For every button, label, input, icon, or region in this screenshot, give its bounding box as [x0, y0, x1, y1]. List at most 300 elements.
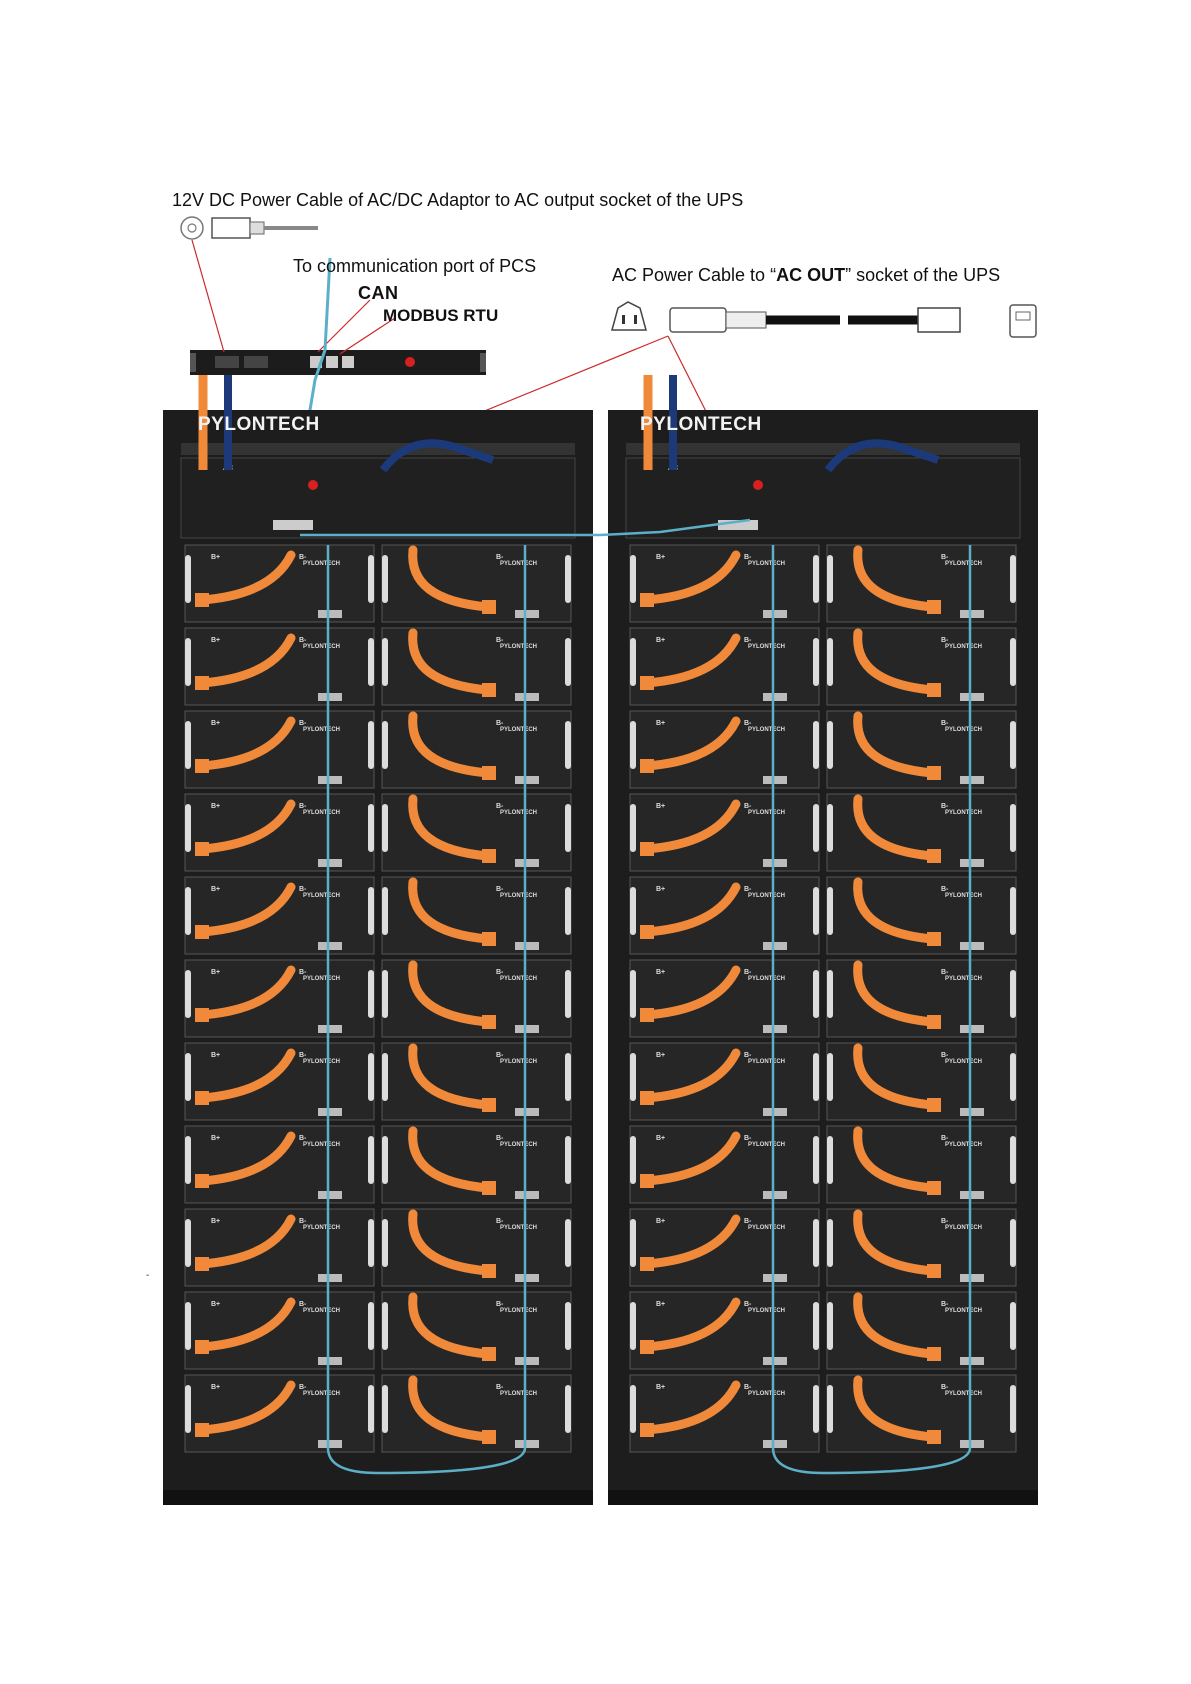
module-handle	[813, 1219, 819, 1267]
module-brand: PYLONTECH	[945, 1308, 983, 1314]
module-handle	[813, 1053, 819, 1101]
module-brand: PYLONTECH	[748, 727, 786, 733]
rack-base	[608, 1490, 1038, 1505]
module-handle	[368, 804, 374, 852]
module-ports	[763, 1357, 787, 1365]
terminal-negative: B-	[496, 1052, 504, 1059]
module-ports	[318, 942, 342, 950]
rack-base	[163, 1490, 593, 1505]
module-handle	[185, 887, 191, 935]
module-brand: PYLONTECH	[303, 893, 341, 899]
module-ports	[960, 1025, 984, 1033]
module-ports	[960, 1274, 984, 1282]
terminal-negative: B-	[744, 637, 752, 644]
terminal-positive: B+	[408, 803, 418, 810]
power-connector	[640, 1174, 654, 1188]
power-connector	[195, 1008, 209, 1022]
ac-socket-icon	[1010, 305, 1036, 337]
terminal-positive: B+	[853, 1301, 863, 1308]
module-ports	[318, 1357, 342, 1365]
module-ports	[318, 1274, 342, 1282]
terminal-negative: B-	[744, 554, 752, 561]
terminal-negative: B-	[496, 969, 504, 976]
terminal-positive: B+	[656, 803, 666, 810]
terminal-positive: B+	[853, 720, 863, 727]
power-connector	[482, 1098, 496, 1112]
module-brand: PYLONTECH	[303, 561, 341, 567]
terminal-positive: B+	[853, 803, 863, 810]
power-connector	[482, 683, 496, 697]
module-handle	[185, 970, 191, 1018]
terminal-positive: B+	[408, 720, 418, 727]
power-connector	[640, 1423, 654, 1437]
terminal-positive: B+	[656, 1384, 666, 1391]
terminal-positive: B+	[853, 1384, 863, 1391]
module-ports	[515, 942, 539, 950]
terminal-negative: B-	[941, 554, 949, 561]
power-connector	[640, 1091, 654, 1105]
terminal-negative: B-	[941, 637, 949, 644]
module-ports	[960, 1440, 984, 1448]
power-connector	[927, 683, 941, 697]
rack-right	[608, 375, 1038, 1505]
module-ports	[318, 693, 342, 701]
module-brand: PYLONTECH	[748, 561, 786, 567]
terminal-negative: B-	[941, 1384, 949, 1391]
module-ports	[960, 859, 984, 867]
rack-brand-right: PYLONTECH	[640, 414, 762, 435]
terminal-positive: B+	[408, 1052, 418, 1059]
module-ports	[318, 859, 342, 867]
module-brand: PYLONTECH	[748, 644, 786, 650]
power-connector	[640, 842, 654, 856]
module-brand: PYLONTECH	[500, 727, 538, 733]
module-handle	[827, 1302, 833, 1350]
power-connector	[927, 1098, 941, 1112]
module-handle	[630, 1053, 636, 1101]
module-handle	[1010, 555, 1016, 603]
terminal-negative: B-	[744, 720, 752, 727]
module-ports	[515, 1108, 539, 1116]
terminal-negative: B-	[299, 803, 307, 810]
module-handle	[382, 970, 388, 1018]
module-ports	[515, 610, 539, 618]
module-ports	[763, 1108, 787, 1116]
margin-mark: -	[146, 1270, 150, 1281]
module-handle	[1010, 1302, 1016, 1350]
module-handle	[565, 1385, 571, 1433]
power-connector	[195, 1423, 209, 1437]
terminal-positive: B+	[211, 1301, 221, 1308]
power-connector	[195, 925, 209, 939]
module-handle	[630, 638, 636, 686]
module-handle	[185, 1053, 191, 1101]
power-connector	[195, 1174, 209, 1188]
power-connector	[482, 1264, 496, 1278]
power-connector	[482, 1347, 496, 1361]
module-ports	[515, 693, 539, 701]
module-brand: PYLONTECH	[748, 1142, 786, 1148]
module-brand: PYLONTECH	[500, 561, 538, 567]
terminal-negative: B-	[744, 1052, 752, 1059]
rack-top-bar	[181, 443, 575, 455]
terminal-negative: B-	[941, 1218, 949, 1225]
terminal-negative: B-	[299, 1052, 307, 1059]
module-ports	[960, 610, 984, 618]
terminal-positive: B+	[853, 886, 863, 893]
terminal-positive: B+	[656, 1135, 666, 1142]
module-handle	[368, 721, 374, 769]
terminal-negative: B-	[941, 803, 949, 810]
terminal-positive: B+	[656, 969, 666, 976]
terminal-negative: B-	[941, 720, 949, 727]
module-handle	[382, 804, 388, 852]
terminal-negative: B-	[941, 1135, 949, 1142]
module-handle	[827, 555, 833, 603]
terminal-positive: B+	[408, 1384, 418, 1391]
module-ports	[318, 1025, 342, 1033]
module-handle	[185, 555, 191, 603]
module-handle	[368, 1302, 374, 1350]
power-connector	[640, 593, 654, 607]
power-button	[753, 480, 763, 490]
module-ports	[318, 610, 342, 618]
module-ports	[763, 1274, 787, 1282]
module-handle	[382, 721, 388, 769]
module-handle	[368, 638, 374, 686]
terminal-negative: B-	[299, 969, 307, 976]
terminal-negative: B-	[744, 1218, 752, 1225]
module-brand: PYLONTECH	[945, 561, 983, 567]
module-handle	[185, 721, 191, 769]
power-connector	[927, 600, 941, 614]
module-handle	[813, 1302, 819, 1350]
terminal-positive: B+	[656, 637, 666, 644]
module-handle	[827, 804, 833, 852]
module-brand: PYLONTECH	[500, 1308, 538, 1314]
module-handle	[813, 638, 819, 686]
module-ports	[763, 693, 787, 701]
module-handle	[630, 1219, 636, 1267]
module-handle	[630, 887, 636, 935]
label-dc-power-cable: 12V DC Power Cable of AC/DC Adaptor to AC output socket of the UPS	[172, 190, 744, 210]
module-handle	[565, 1302, 571, 1350]
module-brand: PYLONTECH	[303, 810, 341, 816]
module-handle	[813, 804, 819, 852]
module-handle	[368, 1385, 374, 1433]
module-brand: PYLONTECH	[945, 1391, 983, 1397]
label-modbus: MODBUS RTU	[383, 306, 499, 325]
module-handle	[630, 1385, 636, 1433]
module-brand: PYLONTECH	[945, 727, 983, 733]
label-comm-port: To communication port of PCS	[293, 256, 537, 276]
module-handle	[565, 970, 571, 1018]
module-brand: PYLONTECH	[748, 1059, 786, 1065]
power-connector	[195, 1257, 209, 1271]
module-ports	[318, 776, 342, 784]
terminal-ac: AC	[668, 465, 679, 472]
label-can: CAN	[358, 283, 399, 303]
module-handle	[827, 887, 833, 935]
terminal-positive: B+	[408, 1218, 418, 1225]
module-ports	[763, 942, 787, 950]
module-brand: PYLONTECH	[303, 1142, 341, 1148]
power-connector	[640, 1257, 654, 1271]
module-ports	[960, 693, 984, 701]
module-handle	[368, 555, 374, 603]
module-handle	[565, 1219, 571, 1267]
power-connector	[927, 1347, 941, 1361]
terminal-negative: B-	[744, 803, 752, 810]
module-brand: PYLONTECH	[303, 1225, 341, 1231]
terminal-negative: B-	[496, 637, 504, 644]
terminal-positive: B+	[853, 1052, 863, 1059]
module-handle	[827, 1385, 833, 1433]
module-handle	[813, 970, 819, 1018]
module-handle	[185, 638, 191, 686]
module-ports	[763, 776, 787, 784]
rack-brand-left: PYLONTECH	[198, 414, 320, 435]
module-handle	[368, 887, 374, 935]
power-connector	[640, 1340, 654, 1354]
module-handle	[185, 804, 191, 852]
module-brand: PYLONTECH	[748, 1391, 786, 1397]
rack-left	[163, 375, 593, 1505]
power-connector	[482, 1181, 496, 1195]
module-brand: PYLONTECH	[748, 1308, 786, 1314]
terminal-positive: B+	[211, 720, 221, 727]
power-connector	[927, 1015, 941, 1029]
terminal-positive: B+	[211, 637, 221, 644]
module-handle	[1010, 1219, 1016, 1267]
module-brand: PYLONTECH	[945, 1059, 983, 1065]
module-brand: PYLONTECH	[945, 1142, 983, 1148]
terminal-negative: B-	[496, 1135, 504, 1142]
module-brand: PYLONTECH	[945, 893, 983, 899]
terminal-negative: B-	[744, 886, 752, 893]
rack-top-bar	[626, 443, 1020, 455]
terminal-negative: B-	[941, 1052, 949, 1059]
terminal-negative: B-	[941, 1301, 949, 1308]
power-connector	[482, 766, 496, 780]
power-connector	[195, 593, 209, 607]
module-handle	[630, 555, 636, 603]
terminal-negative: B-	[744, 1384, 752, 1391]
module-brand: PYLONTECH	[500, 1059, 538, 1065]
module-handle	[813, 1136, 819, 1184]
power-connector	[927, 1264, 941, 1278]
terminal-positive: B+	[211, 554, 221, 561]
terminal-positive: B+	[656, 1218, 666, 1225]
terminal-negative: B-	[496, 1384, 504, 1391]
terminal-positive: B+	[656, 720, 666, 727]
module-brand: PYLONTECH	[500, 1391, 538, 1397]
module-handle	[813, 887, 819, 935]
terminal-negative: B-	[496, 554, 504, 561]
module-handle	[382, 1219, 388, 1267]
terminal-negative: B-	[299, 1384, 307, 1391]
module-ports	[318, 1440, 342, 1448]
module-brand: PYLONTECH	[945, 976, 983, 982]
module-handle	[827, 970, 833, 1018]
ac-plug-icon	[612, 302, 960, 332]
power-connector	[640, 1008, 654, 1022]
module-handle	[630, 721, 636, 769]
terminal-positive: B+	[656, 554, 666, 561]
terminal-positive: B+	[211, 1218, 221, 1225]
power-connector	[482, 932, 496, 946]
terminal-ac: AC	[223, 465, 234, 472]
terminal-positive: B+	[211, 969, 221, 976]
module-handle	[1010, 887, 1016, 935]
module-handle	[382, 638, 388, 686]
module-handle	[813, 1385, 819, 1433]
power-connector	[927, 1430, 941, 1444]
module-ports	[763, 1025, 787, 1033]
module-brand: PYLONTECH	[303, 976, 341, 982]
terminal-positive: B+	[656, 886, 666, 893]
module-handle	[565, 555, 571, 603]
module-handle	[185, 1302, 191, 1350]
module-brand: PYLONTECH	[500, 1225, 538, 1231]
terminal-positive: B+	[211, 1135, 221, 1142]
module-handle	[1010, 638, 1016, 686]
terminal-positive: B+	[408, 637, 418, 644]
terminal-negative: B-	[941, 886, 949, 893]
terminal-positive: B+	[408, 1301, 418, 1308]
terminal-positive: B+	[408, 554, 418, 561]
module-ports	[763, 610, 787, 618]
module-handle	[630, 1136, 636, 1184]
terminal-negative: B-	[496, 803, 504, 810]
bms-module	[626, 458, 1020, 538]
bms-controller	[190, 350, 486, 375]
power-connector	[482, 1430, 496, 1444]
module-brand: PYLONTECH	[945, 644, 983, 650]
label-ac-power-cable: AC Power Cable to “AC OUT” socket of the UPS	[612, 265, 1001, 285]
module-ports	[515, 859, 539, 867]
module-ports	[960, 1108, 984, 1116]
module-handle	[565, 638, 571, 686]
power-connector	[195, 1091, 209, 1105]
power-connector	[195, 1340, 209, 1354]
module-handle	[1010, 1136, 1016, 1184]
module-handle	[1010, 1053, 1016, 1101]
module-ports	[763, 859, 787, 867]
power-connector	[640, 676, 654, 690]
terminal-positive: B+	[211, 1052, 221, 1059]
terminal-positive: B+	[408, 969, 418, 976]
terminal-positive: B+	[211, 803, 221, 810]
module-handle	[827, 638, 833, 686]
terminal-positive: B+	[853, 969, 863, 976]
module-handle	[185, 1136, 191, 1184]
module-handle	[630, 970, 636, 1018]
module-brand: PYLONTECH	[303, 644, 341, 650]
power-connector	[482, 849, 496, 863]
module-brand: PYLONTECH	[748, 810, 786, 816]
terminal-positive: B+	[853, 554, 863, 561]
dc-adaptor-icon	[181, 217, 318, 239]
terminal-negative: B-	[496, 886, 504, 893]
power-connector	[927, 766, 941, 780]
module-handle	[368, 1053, 374, 1101]
module-handle	[1010, 1385, 1016, 1433]
module-handle	[382, 1302, 388, 1350]
module-handle	[565, 1136, 571, 1184]
module-handle	[827, 1136, 833, 1184]
terminal-negative: B-	[941, 969, 949, 976]
module-brand: PYLONTECH	[500, 644, 538, 650]
module-handle	[565, 887, 571, 935]
terminal-positive: B+	[211, 1384, 221, 1391]
module-handle	[565, 804, 571, 852]
module-ports	[960, 776, 984, 784]
power-connector	[195, 676, 209, 690]
module-ports	[318, 1108, 342, 1116]
terminal-positive: B+	[211, 886, 221, 893]
module-brand: PYLONTECH	[500, 810, 538, 816]
module-ports	[515, 776, 539, 784]
module-brand: PYLONTECH	[303, 727, 341, 733]
module-handle	[382, 1053, 388, 1101]
module-handle	[813, 721, 819, 769]
terminal-negative: B-	[744, 1135, 752, 1142]
terminal-negative: B-	[744, 969, 752, 976]
module-handle	[813, 555, 819, 603]
module-handle	[368, 1136, 374, 1184]
module-handle	[565, 1053, 571, 1101]
module-handle	[630, 1302, 636, 1350]
power-connector	[927, 932, 941, 946]
terminal-positive: B+	[853, 1135, 863, 1142]
module-ports	[515, 1440, 539, 1448]
module-handle	[565, 721, 571, 769]
module-handle	[1010, 970, 1016, 1018]
module-brand: PYLONTECH	[303, 1059, 341, 1065]
module-handle	[185, 1385, 191, 1433]
power-connector	[195, 759, 209, 773]
power-connector	[482, 1015, 496, 1029]
module-brand: PYLONTECH	[748, 1225, 786, 1231]
module-handle	[382, 555, 388, 603]
terminal-negative: B-	[299, 1301, 307, 1308]
module-ports	[960, 1357, 984, 1365]
module-handle	[368, 970, 374, 1018]
module-ports	[515, 1357, 539, 1365]
comm-port	[273, 520, 313, 530]
terminal-positive: B+	[656, 1052, 666, 1059]
module-ports	[515, 1191, 539, 1199]
terminal-positive: B+	[656, 1301, 666, 1308]
module-handle	[827, 1219, 833, 1267]
terminal-negative: B-	[299, 1218, 307, 1225]
module-ports	[763, 1191, 787, 1199]
terminal-positive: B+	[853, 637, 863, 644]
terminal-negative: B-	[744, 1301, 752, 1308]
terminal-positive: B+	[853, 1218, 863, 1225]
terminal-negative: B-	[496, 1301, 504, 1308]
module-handle	[382, 887, 388, 935]
module-brand: PYLONTECH	[748, 893, 786, 899]
power-connector	[195, 842, 209, 856]
module-ports	[960, 942, 984, 950]
module-ports	[960, 1191, 984, 1199]
module-brand: PYLONTECH	[500, 976, 538, 982]
module-brand: PYLONTECH	[500, 1142, 538, 1148]
module-brand: PYLONTECH	[303, 1308, 341, 1314]
module-handle	[827, 1053, 833, 1101]
